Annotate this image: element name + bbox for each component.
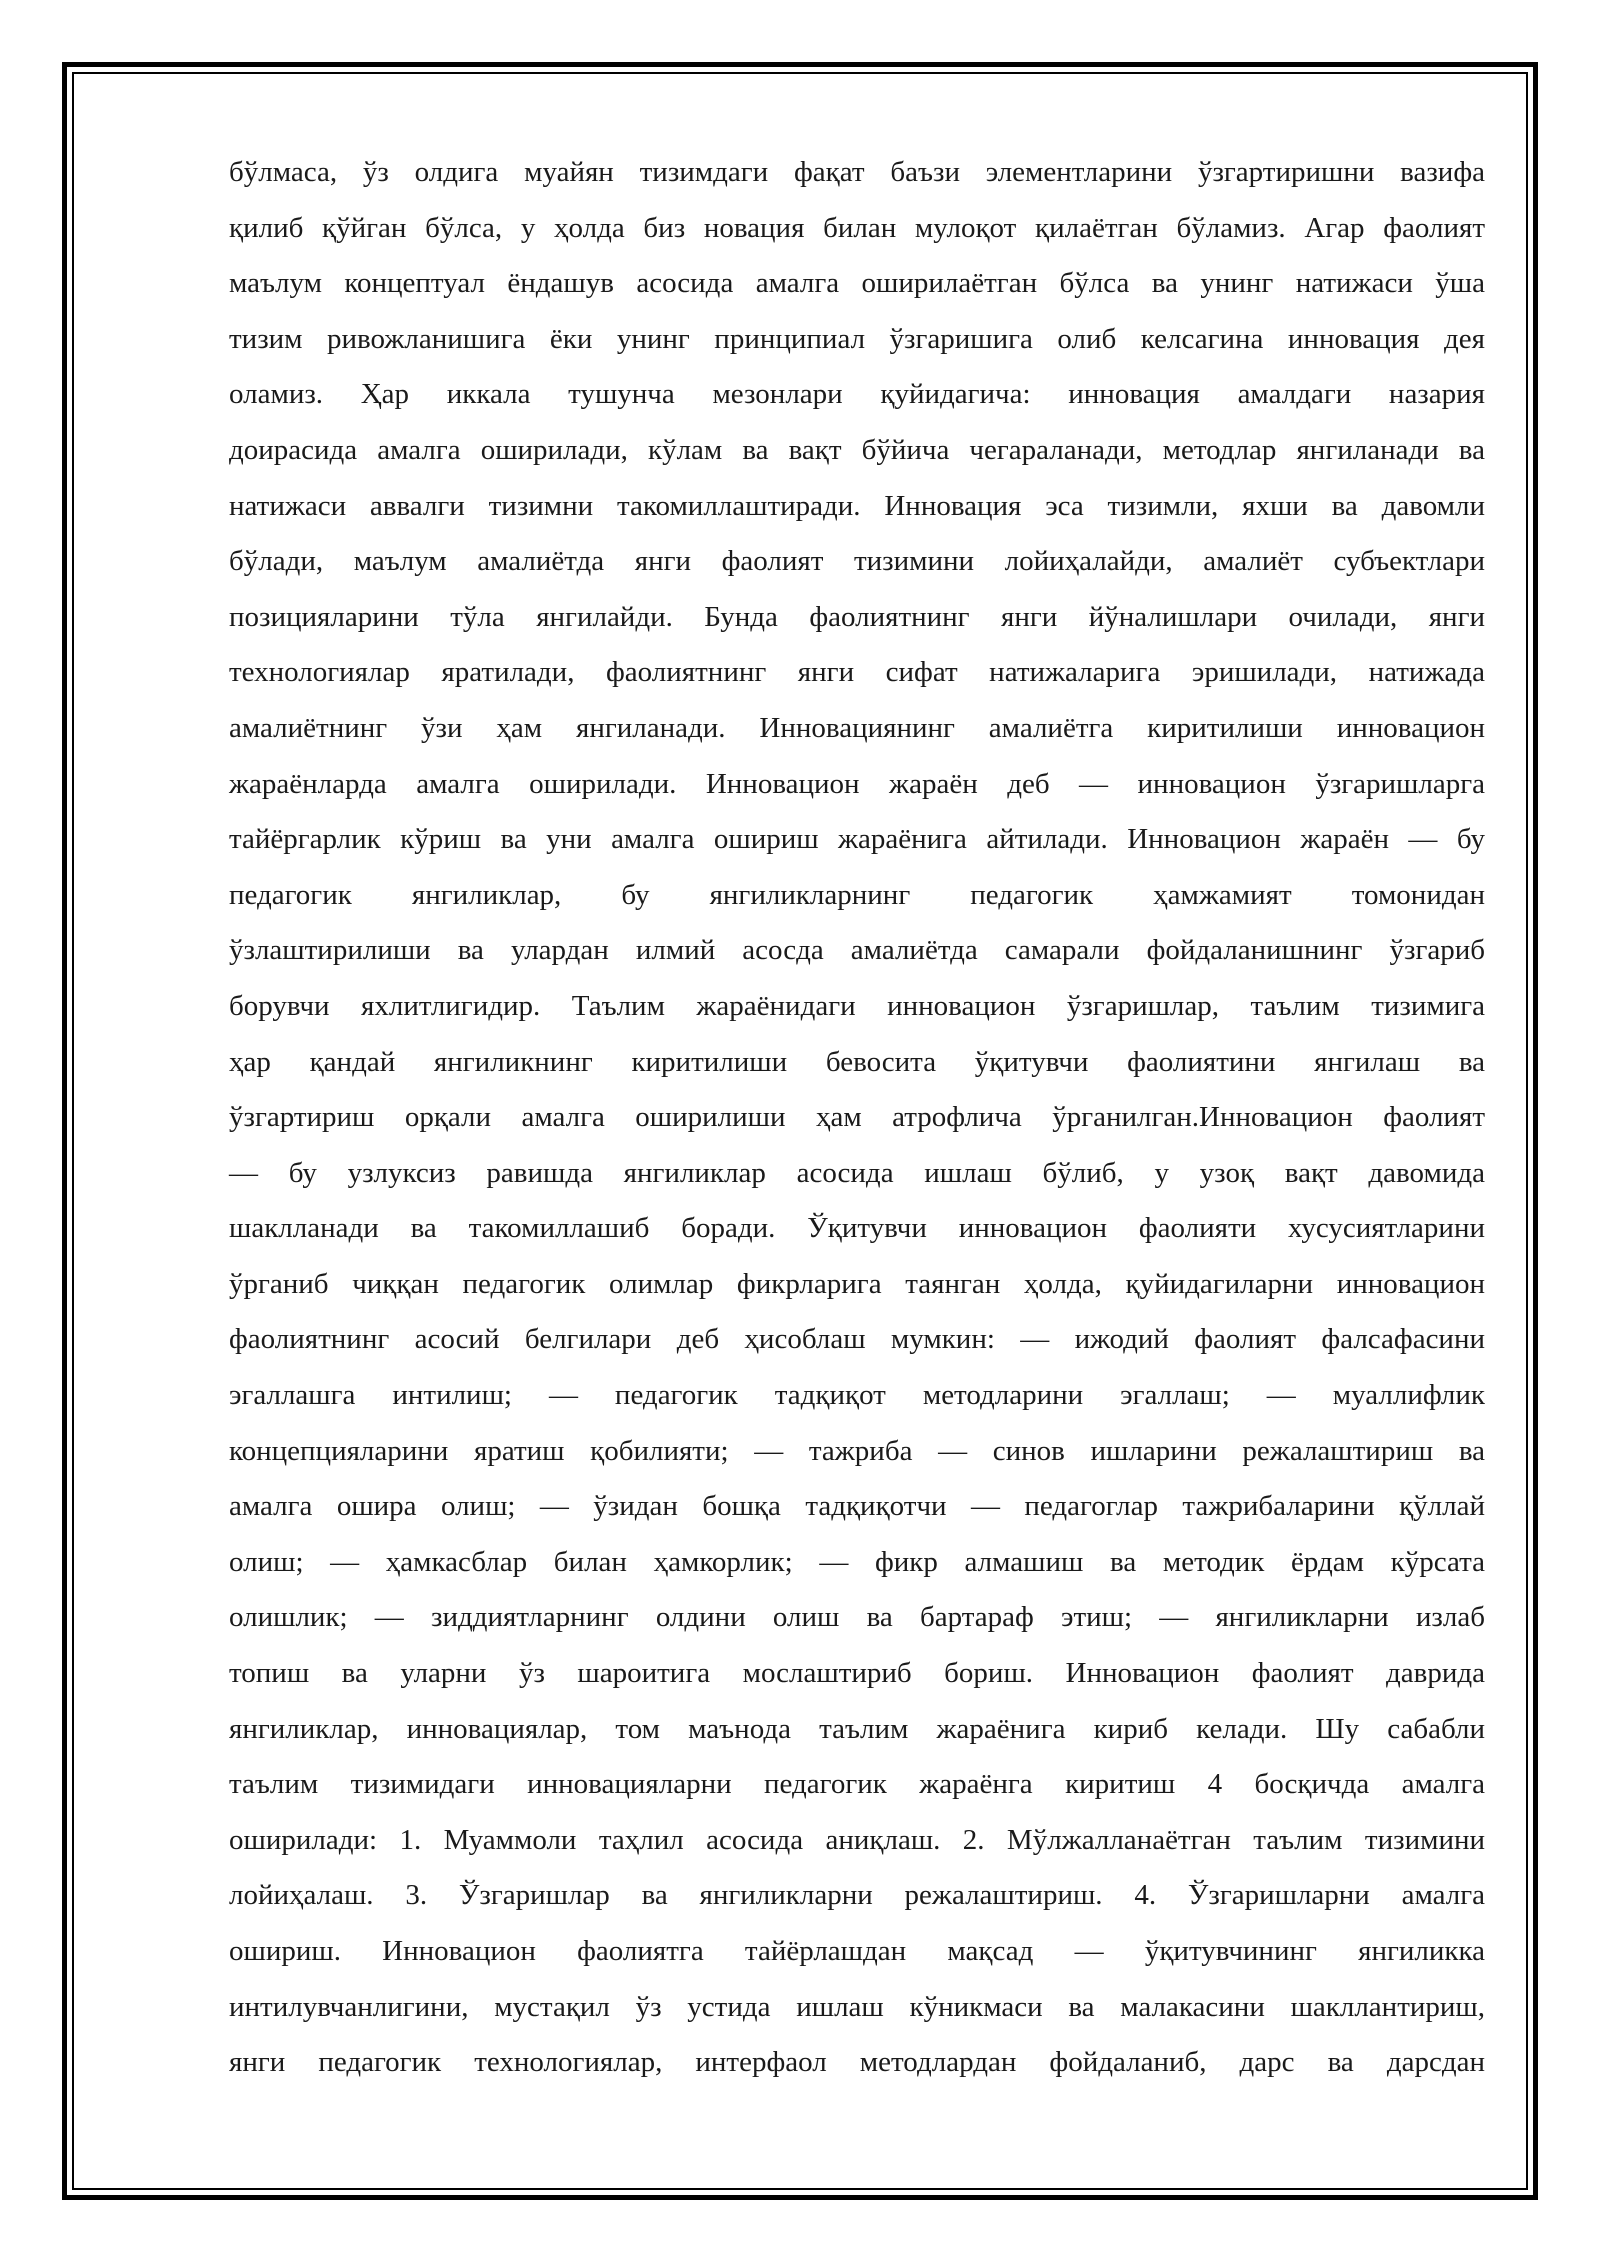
text-line: ўзгартириш орқали амалга оширилиши ҳам атрофлича ўрганилган.Инновацион фаолият — [229, 1101, 1485, 1134]
text-line: доирасида амалга оширилади, кўлам ва вақт бўйича чегараланади, методлар янгиланади ва — [229, 433, 1485, 466]
text-line: лойиҳалаш. 3. Ўзгаришлар ва янгиликларни режалаштириш. 4. Ўзгаришларни амалга — [229, 1879, 1485, 1912]
text-line: бўлади, маълум амалиётда янги фаолият тизимини лойиҳалайди, амалиёт субъектлари — [229, 545, 1485, 578]
text-line: интилувчанлигини, мустақил ўз устида ишлаш кўникмаси ва малакасини шакллантириш, — [229, 1990, 1485, 2023]
text-line: тайёргарлик кўриш ва уни амалга ошириш жараёнига айтилади. Инновацион жараён — бу — [229, 823, 1485, 856]
text-line: ҳар қандай янгиликнинг киритилиши бевосита ўқитувчи фаолиятини янгилаш ва — [229, 1045, 1485, 1078]
text-line: ўзлаштирилиши ва улардан илмий асосда амалиётда самарали фойдаланишнинг ўзгариб — [229, 934, 1485, 967]
text-line: позицияларини тўла янгилайди. Бунда фаолиятнинг янги йўналишлари очилади, янги — [229, 600, 1485, 633]
text-line: маълум концептуал ёндашув асосида амалга оширилаётган бўлса ва унинг натижаси ўша — [229, 267, 1485, 300]
text-line: оламиз. Ҳар иккала тушунча мезонлари қуйидагича: инновация амалдаги назария — [229, 378, 1485, 411]
text-line: концепцияларини яратиш қобилияти; — тажриба — синов ишларини режалаштириш ва — [229, 1434, 1485, 1467]
text-line: олиш; — ҳамкасблар билан ҳамкорлик; — фикр алмашиш ва методик ёрдам кўрсата — [229, 1545, 1485, 1578]
text-line: олишлик; — зиддиятларнинг олдини олиш ва бартараф этиш; — янгиликларни излаб — [229, 1601, 1485, 1634]
text-line: ўрганиб чиққан педагогик олимлар фикрларига таянган ҳолда, қуйидагиларни инновацион — [229, 1267, 1485, 1300]
document-body — [229, 145, 1485, 2091]
text-line: оширилади: 1. Муаммоли таҳлил асосида аниқлаш. 2. Мўлжалланаётган таълим тизимини — [229, 1823, 1485, 1856]
text-line: янги педагогик технологиялар, интерфаол методлардан фойдаланиб, дарс ва дарсдан — [229, 2046, 1485, 2079]
text-line: амалиётнинг ўзи ҳам янгиланади. Инновациянинг амалиётга киритилиши инновацион — [229, 711, 1485, 744]
text-line: натижаси аввалги тизимни такомиллаштиради. Инновация эса тизимли, яхши ва давомли — [229, 489, 1485, 522]
text-line: эгаллашга интилиш; — педагогик тадқиқот методларини эгаллаш; — муаллифлик — [229, 1379, 1485, 1412]
text-line: педагогик янгиликлар, бу янгиликларнинг педагогик ҳамжамият томонидан — [229, 878, 1485, 911]
text-line: ошириш. Инновацион фаолиятга тайёрлашдан мақсад — ўқитувчининг янгиликка — [229, 1935, 1485, 1967]
text-line: топиш ва уларни ўз шароитига мослаштириб бориш. Инновацион фаолият даврида — [229, 1657, 1485, 1690]
text-line: бўлмаса, ўз олдига муайян тизимдаги фақат баъзи элементларини ўзгартиришни вазифа — [229, 156, 1485, 188]
text-line: қилиб қўйган бўлса, у ҳолда биз новация билан мулоқот қилаётган бўламиз. Агар фаолият — [229, 211, 1485, 244]
text-line: тизим ривожланишига ёки унинг принципиал ўзгаришига олиб келсагина инновация дея — [229, 322, 1485, 355]
text-line: таълим тизимидаги инновацияларни педагогик жараёнга киритиш 4 босқичда амалга — [229, 1768, 1485, 1801]
text-line: амалга ошира олиш; — ўзидан бошқа тадқиқотчи — педагоглар тажрибаларини қўллай — [229, 1490, 1485, 1523]
text-line: — бу узлуксиз равишда янгиликлар асосида ишлаш бўлиб, у узоқ вақт давомида — [229, 1156, 1485, 1189]
text-line: технологиялар яратилади, фаолиятнинг янги сифат натижаларига эришилади, натижада — [229, 656, 1485, 689]
text-line: шаклланади ва такомиллашиб боради. Ўқитувчи инновацион фаолияти хусусиятларини — [229, 1212, 1485, 1245]
text-line: жараёнларда амалга оширилади. Инновацион жараён деб — инновацион ўзгаришларга — [229, 767, 1485, 800]
text-line: фаолиятнинг асосий белгилари деб ҳисоблаш мумкин: — ижодий фаолият фалсафасини — [229, 1323, 1485, 1356]
text-line: борувчи яхлитлигидир. Таълим жараёнидаги инновацион ўзгаришлар, таълим тизимига — [229, 989, 1485, 1022]
text-line: янгиликлар, инновациялар, том маънода таълим жараёнига кириб келади. Шу сабабли — [229, 1712, 1485, 1745]
